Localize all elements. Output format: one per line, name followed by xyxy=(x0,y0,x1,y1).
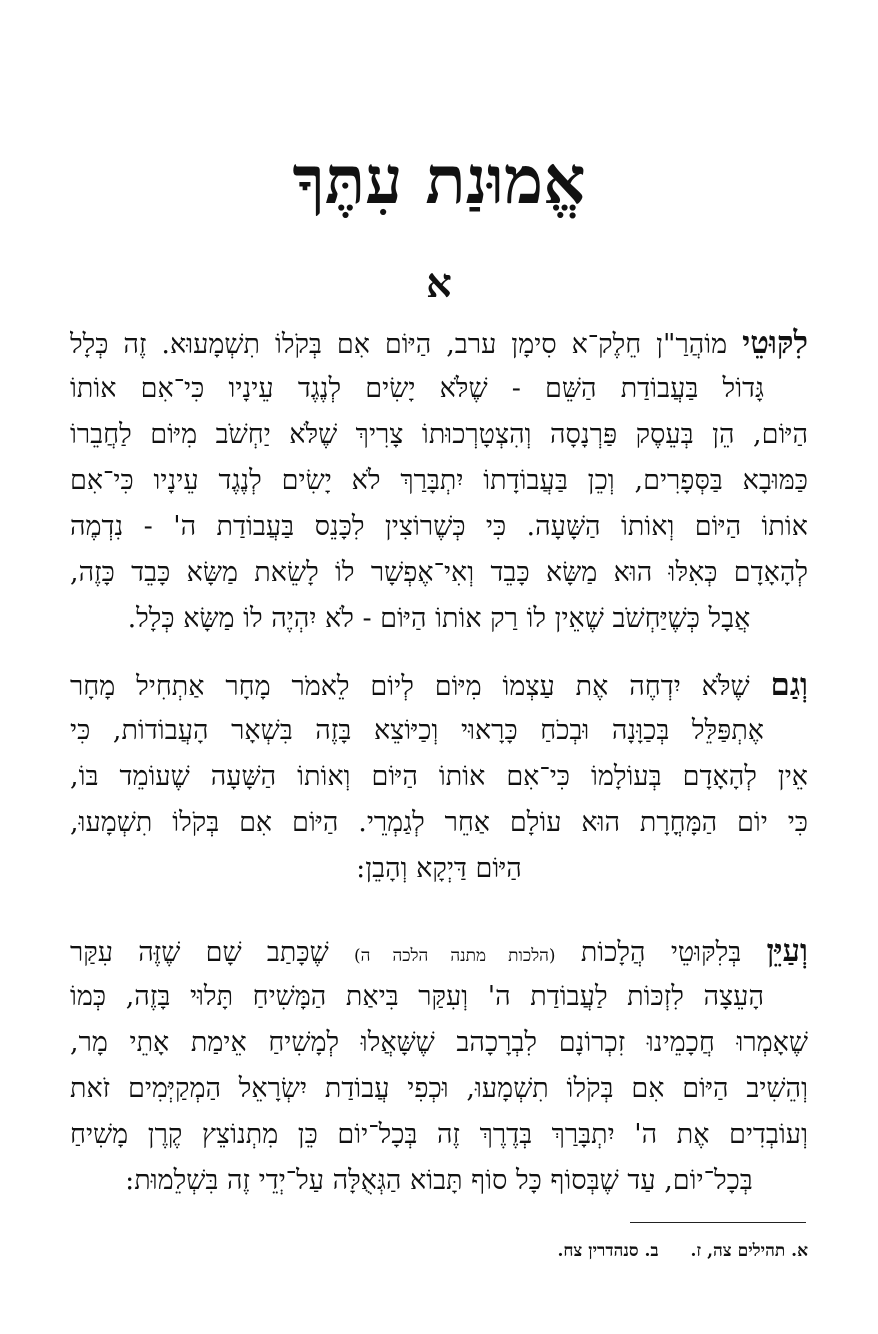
footnotes xyxy=(70,1236,808,1266)
paragraph-first-line xyxy=(70,662,808,708)
line-text: שֶׁכָּתַב שָׁם שֶׁזֶּה עִקַּר xyxy=(70,937,329,968)
paragraph-line: הָעֵצָה לִזְכּוֹת לַעֲבוֹדַת ה' וְעִקַּר בִּיאַת הַמָּשִׁיחַ תָּלוּי בָּזֶה, כְּמוֹ xyxy=(70,981,764,1012)
paragraph-3 xyxy=(70,928,808,1204)
paragraph-line: גָּדוֹל בַּעֲבוֹדַת הַשֵּׁם - שֶׁלֹּא יָשִׂים לְנֶגֶד עֵינָיו כִּי־אִם אוֹתוֹ xyxy=(70,373,764,404)
paragraph-line: וְעוֹבְדִים אֶת ה' יִתְבָּרַךְ בְּדֶרֶךְ זֶה בְּכָל־יוֹם כֵּן מִתְנוֹצֵץ קֶרֶן מָשִׁיחַ xyxy=(70,1119,808,1150)
paragraph-line: אֲבָל כְּשֶׁיַּחְשֹׁב שֶׁאֵין לוֹ רַק אוֹתוֹ הַיּוֹם - לֹא יִהְיֶה לוֹ מַשָּׂא כְּלָל. xyxy=(127,603,751,634)
footnote: ב. סנהדרין צח. xyxy=(557,1241,659,1261)
paragraph-first-line xyxy=(70,928,808,974)
line-text: מוֹהֲרַ"ן חֵלֶק־א סִימָן ערב, הַיּוֹם אִם בְּקֹלוֹ תִשְׁמָעוּא. זֶה כְּלָל xyxy=(70,329,728,360)
paragraph-line: לְהָאָדָם כְּאִלּוּ הוּא מַשָּׂא כָּבֵד וְאִי־אֶפְשָׁר לוֹ לָשֵׂאת מַשָּׂא כָּבֵד כָּזֶה, xyxy=(70,557,808,588)
line-text: שֶׁלֹּא יִדְחֶה אֶת עַצְמוֹ מִיּוֹם לְיוֹם לֵאמֹר מָחָר אַתְחִיל מָחָר xyxy=(70,671,750,702)
paragraph-1 xyxy=(70,320,808,642)
paragraph-line: בְּכָל־יוֹם, עַד שֶׁבְּסוֹף כָּל סוֹף תָּבוֹא הַגְּאֻלָּה עַל־יְדֵי זֶה בִּשְׁלֵמוּת: xyxy=(125,1165,753,1196)
paragraph-line: הַיּוֹם דַּיְקָא וְהָבֵן: xyxy=(356,853,522,884)
source-reference: (הלכות מתנה הלכה ה) xyxy=(353,946,556,966)
paragraph-line: אֵין לְהָאָדָם בְּעוֹלָמוֹ כִּי־אִם אוֹתוֹ הַיּוֹם וְאוֹתוֹ הַשָּׁעָה שֶׁעוֹמֵד בּוֹ, xyxy=(70,761,808,792)
paragraph-line: הַיּוֹם, הֵן בְּעֵסֶק פַּרְנָסָה וְהִצְטָרְכוּתוֹ צָרִיךְ שֶׁלֹּא יַחְשֹׁב מִיּוֹם לַחֲבֵרוֹ xyxy=(70,419,808,450)
paragraph-2 xyxy=(70,662,808,892)
chapter-number: א xyxy=(426,260,452,307)
paragraph-line: וְהֵשִׁיב הַיּוֹם אִם בְּקֹלוֹ תִשְׁמָעוּ, וּכְפִי עֲבוֹדַת יִשְׂרָאֵל הַמְקַיְּמִים זֹאת xyxy=(70,1073,808,1104)
page-title: אֱמוּנַת עִתֶּךָ xyxy=(292,141,586,219)
line-text: בְּלִקּוּטֵי הֲלָכוֹת xyxy=(580,937,742,968)
footnote: א. תהילים צה, ז. xyxy=(690,1241,808,1261)
opening-word: וְעַיֵּן xyxy=(766,933,808,969)
opening-word: וְגַם xyxy=(770,667,808,703)
paragraph-line: כִּי יוֹם הַמָּחֳרָת הוּא עוֹלָם אַחֵר לְגַמְרֵי. הַיּוֹם אִם בְּקֹלוֹ תִשְׁמָעוּ, xyxy=(70,807,808,838)
paragraph-line: שֶׁאָמְרוּ חֲכָמֵינוּ זִכְרוֹנָם לִבְרָכָהב שֶׁשָּׁאֲלוּ לְמָשִׁיחַ אֵימַת אָתֵי מָר, xyxy=(70,1027,808,1058)
paragraph-line: אֶתְפַּלֵּל בְּכַוָּנָה וּבְכֹחַ כָּרָאוּי וְכַיּוֹצֵא בָּזֶה בִּשְׁאָר הָעֲבוֹדוֹת, כִּי xyxy=(70,715,764,746)
opening-word: לִקּוּטֵי xyxy=(742,325,808,361)
paragraph-line: כַּמּוּבָא בַּסְּפָרִים, וְכֵן בַּעֲבוֹדָתוֹ יִתְבָּרַךְ לֹא יָשִׂים לְנֶגֶד עֵינָיו כִּי־אִם xyxy=(70,465,808,496)
paragraph-first-line xyxy=(70,320,808,366)
footnote-divider xyxy=(630,1222,806,1223)
paragraph-line: אוֹתוֹ הַיּוֹם וְאוֹתוֹ הַשָּׁעָה. כִּי כְּשֶׁרוֹצִין לִכָּנֵס בַּעֲבוֹדַת ה' - נִדְמֶה xyxy=(70,511,808,542)
